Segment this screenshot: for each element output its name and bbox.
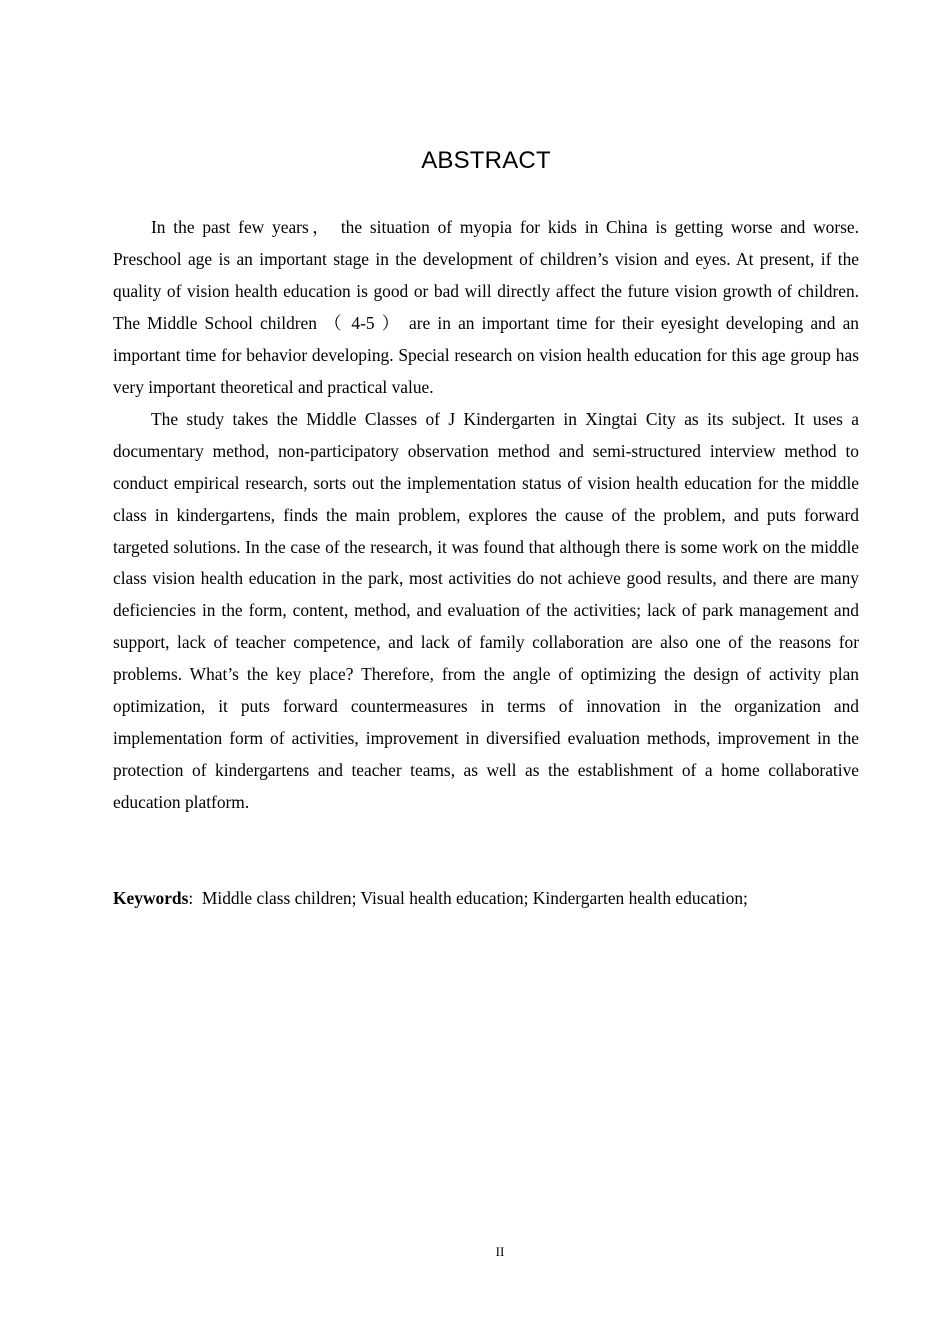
keywords-label: Keywords — [113, 888, 189, 908]
keywords-separator: : — [188, 888, 194, 908]
page-number: II — [495, 1244, 505, 1259]
abstract-paragraph-2: The study takes the Middle Classes of J Kindergarten in Xingtai City as its subject. It uses a documentary method, non-participatory observation method and semi-structured interview method to conduct empirical research, sorts out the implementation status of vision health education for the middle class in kindergartens, finds the main problem, explores the cause of the problem, and puts forward targeted solutions. In the case of the research, it was found that although there is some work on the middle class vision health education in the park, most activities do not achieve good results, and there are many deficiencies in the form, content, method, and evaluation of the activities; lack of park management and support, lack of teacher competence, and lack of family collaboration are also one of the reasons for problems. What’s the key place? Therefore, from the angle of optimizing the design of activity plan optimization, it puts forward countermeasures in terms of innovation in the organization and implementation form of activities, improvement in diversified evaluation methods, improvement in the protection of kindergartens and teacher teams, as well as the establishment of a home collaborative education platform. — [113, 408, 859, 813]
abstract-title: ABSTRACT — [421, 147, 551, 174]
abstract-paragraph-1: In the past few years， the situation of myopia for kids in China is getting worse and worse. Preschool age is an important stage in the development of children’s vision and eyes. At present, if the quality of vision health education is good or bad will directly affect the future vision growth of children. The Middle School children （ 4-5 ） are in an important time for their eyesight developing and an important time for behavior developing. Special research on vision health education for this age group has very important theoretical and practical value. — [113, 217, 859, 397]
abstract-body — [113, 212, 859, 819]
keywords-text: Middle class children; Visual health education; Kindergarten health education; — [201, 888, 748, 908]
keywords-line — [113, 883, 859, 915]
